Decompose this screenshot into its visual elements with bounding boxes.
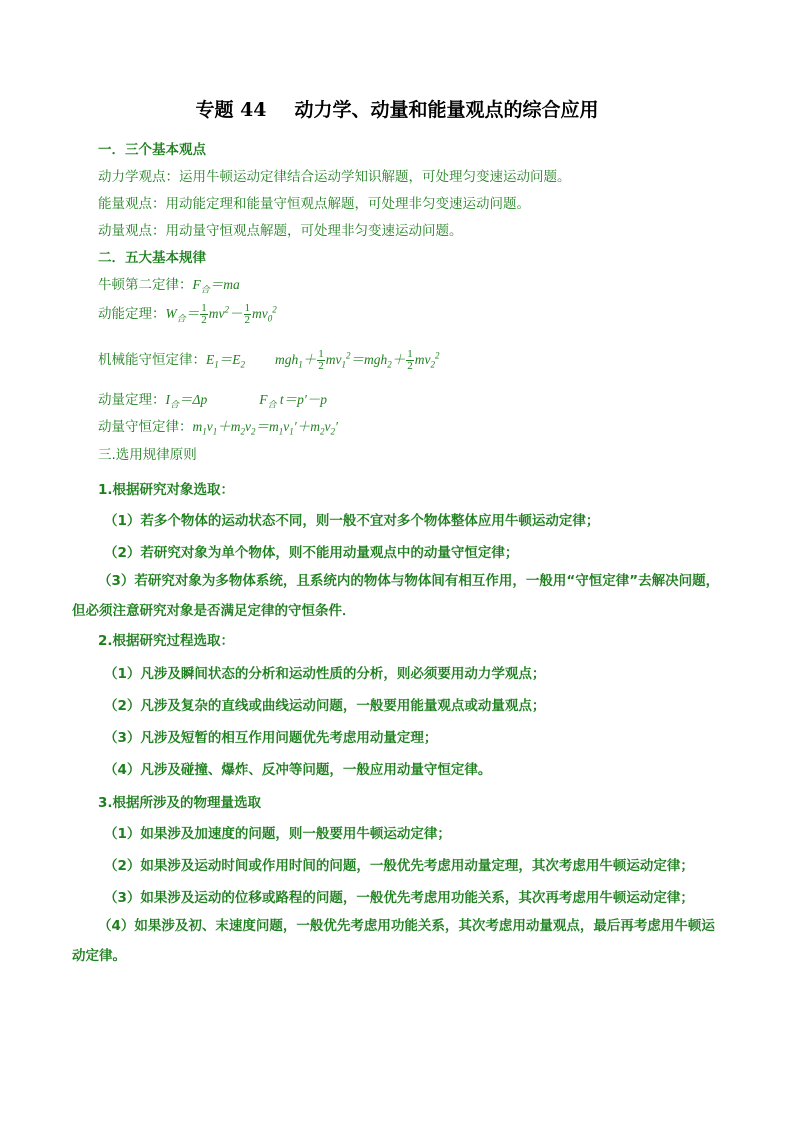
section2-heading: 二．五大基本规律 [98,250,206,266]
sub2-heading: 2.根据研究过程选取： [98,633,235,649]
sub2-item-4: （4）凡涉及碰撞、爆炸、反冲等问题，一般应用动量守恒定律。 [104,762,492,778]
sub3-item-1: （1）如果涉及加速度的问题，则一般要用牛顿运动定律； [104,826,451,842]
sub2-item-2: （2）凡涉及复杂的直线或曲线运动问题，一般要用能量观点或动量观点； [104,698,546,714]
law-mechanical [98,348,440,372]
sub1-item-1: （1）若多个物体的运动状态不同，则一般不宜对多个物体整体应用牛顿运动定律； [104,513,600,529]
viewpoint-momentum: 动量观点：用动量守恒观点解题，可处理非匀变速运动问题。 [98,223,463,239]
formula-mech-energy: $E_1=E_2$ [206,352,245,370]
sub3-item-2: （2）如果涉及运动时间或作用时间的问题，一般优先考虑用动量定理，其次考虑用牛顿运动定律； [104,858,694,874]
law-kinetic-label: 动能定理： [98,306,166,322]
viewpoint-energy: 能量观点：用动能定理和能量守恒观点解题，可处理非匀变速运动问题。 [98,196,530,212]
law-momentum-thm-label: 动量定理： [98,392,166,408]
law-momentum-conservation [98,415,338,437]
section3-heading: 三.选用规律原则 [98,447,197,463]
sub1-item-3: （3）若研究对象为多物体系统，且系统内的物体与物体间有相互作用，一般用“守恒定律”去解决问题，但必须注意研究对象是否满足定律的守恒条件． [72,573,720,619]
title-prefix: 专题 44 [195,99,267,121]
formula-kinetic: $W_合=$ $\frac{1}{2}$ $mv^2-$ $\frac{1}{2}$ $mv_0^2$ [165,302,277,327]
law-momentum-theorem [98,388,327,411]
formula-momentum-cons: $m_1v_1+m_2v_2=m_1v_1'+m_2v_2'$ [192,419,338,437]
sub3-item-3: （3）如果涉及运动的位移或路程的问题，一般优先考虑用功能关系，其次再考虑用牛顿运动定律； [104,890,694,906]
sub2-item-3: （3）凡涉及短暂的相互作用问题优先考虑用动量定理； [104,730,438,746]
sub2-item-1: （1）凡涉及瞬间状态的分析和运动性质的分析，则必须要用动力学观点； [104,666,546,682]
viewpoint-dynamics: 动力学观点：运用牛顿运动定律结合运动学知识解题，可处理匀变速运动问题。 [98,169,571,185]
sub1-item-2: （2）若研究对象为单个物体，则不能用动量观点中的动量守恒定律； [104,545,519,561]
sub3-item-4: （4）如果涉及初、末速度问题，一般优先考虑用功能关系，其次考虑用动量观点，最后再考虑用牛顿运动定律。 [72,918,715,964]
law-kinetic [98,302,277,326]
sub1-heading: 1.根据研究对象选取： [98,482,235,498]
section1-heading: 一．三个基本观点 [98,142,206,158]
formula-mech-expanded: mgh$_1$＋ $\frac{1}{2}$ $mv_1^2=mgh_2+$ $\frac{1}{2}$ $mv_2^2$ [275,348,440,373]
formula-impulse: $I_合=\Delta p$ [165,392,208,410]
law-momentum-cons-label: 动量守恒定律： [98,419,193,435]
formula-newton: $F_合=ma$ [192,277,240,295]
title-main: 动力学、动量和能量观点的综合应用 [294,99,599,121]
formula-impulse-expanded: $F_合$ t＝p′－p [259,392,328,410]
law-newton-label: 牛顿第二定律： [98,277,193,293]
sub3-heading: 3.根据所涉及的物理量选取 [98,795,262,811]
law-newton [98,273,240,296]
page-title [0,95,794,122]
law-mech-label: 机械能守恒定律： [98,352,206,368]
